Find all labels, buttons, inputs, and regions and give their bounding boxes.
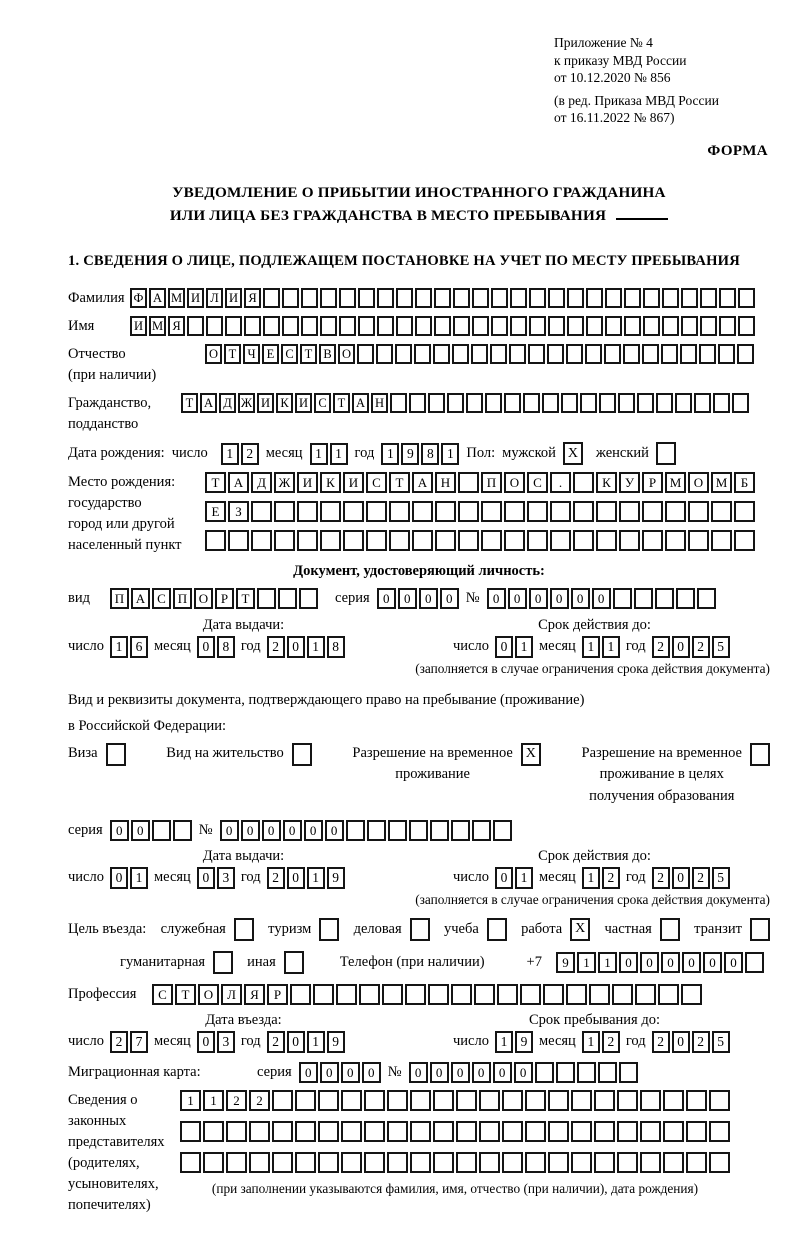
day-label: число [68, 1033, 104, 1050]
citizenship-row [68, 393, 770, 435]
edition-line: от 16.11.2022 № 867) [554, 110, 675, 126]
valid-year-cells[interactable]: 2 0 2 5 [652, 636, 730, 658]
birth-place-cells-line3[interactable] [205, 530, 755, 551]
identity-doc-dates-row [68, 636, 770, 658]
issue-date-heading: Дата выдачи: [202, 616, 285, 633]
identity-doc-date-headings [68, 617, 770, 634]
valid-until-heading: Срок действия до: [538, 847, 651, 864]
issue-year-cells[interactable]: 2 0 1 8 [267, 636, 345, 658]
form-title [68, 182, 770, 228]
guardians-row [68, 1090, 770, 1216]
residence-number-cells[interactable]: 0 0 0 0 0 0 [220, 820, 512, 841]
valid-until-heading: Срок действия до: [538, 616, 651, 633]
annex-line: к приказу МВД России [554, 52, 687, 68]
patronymic-cells[interactable]: О Т Ч Е С Т В О [205, 344, 754, 364]
sex-male-label: мужской [502, 445, 556, 462]
citizenship-cells[interactable]: Т А Д Ж И К И С Т А Н [181, 393, 749, 413]
arrival-year-cells[interactable]: 2 0 1 9 [267, 1031, 345, 1053]
patronymic-label: Отчество (при наличии) [68, 346, 157, 384]
guardians-cells-line3[interactable] [180, 1152, 730, 1173]
identity-doc-heading: Документ, удостоверяющий личность: [293, 563, 545, 580]
tourism-checkbox[interactable] [319, 918, 339, 941]
migration-card-row [68, 1062, 770, 1083]
residence-doc-dates-row [68, 867, 770, 889]
residence-issue-year-cells[interactable]: 2 0 1 9 [267, 867, 345, 889]
residence-valid-day-cells[interactable]: 0 1 [495, 867, 533, 889]
profession-cells[interactable]: С Т О Л Я Р [152, 984, 702, 1005]
birth-date-label: Дата рождения: [68, 445, 165, 462]
day-label: число [453, 1033, 489, 1050]
guardians-cells-line2[interactable] [180, 1121, 730, 1142]
annex-reference [554, 34, 770, 127]
year-label: год [240, 1033, 261, 1050]
number-label: № [465, 590, 480, 607]
purpose-transit: транзит [694, 918, 770, 941]
issue-date-heading: Дата выдачи: [202, 847, 285, 864]
migration-card-series-cells[interactable]: 0 0 0 0 [299, 1062, 381, 1083]
citizenship-label: Гражданство, подданство [68, 395, 152, 433]
entry-purpose-label: Цель въезда: [68, 920, 147, 937]
residence-valid-year-cells[interactable]: 2 0 2 5 [652, 867, 730, 889]
sex-label: Пол: [466, 445, 496, 462]
private-checkbox[interactable] [660, 918, 680, 941]
guardians-note: (при заполнении указываются фамилия, имя, отчество (при наличии), дата рождения) [211, 1180, 699, 1196]
humanitarian-checkbox[interactable] [213, 951, 233, 974]
entry-dates-row [68, 1031, 770, 1053]
residence-series-cells[interactable]: 0 0 [110, 820, 192, 841]
residence-doc-intro: Вид и реквизиты документа, подтверждающего право на пребывание (проживание) в Российской Федерации: [68, 691, 585, 734]
issue-day-cells[interactable]: 1 6 [110, 636, 148, 658]
given-name-row [68, 316, 770, 337]
sex-female-checkbox[interactable] [656, 442, 676, 465]
profession-label: Профессия [68, 985, 137, 1002]
residence-issue-month-cells[interactable]: 0 3 [197, 867, 235, 889]
guardians-label: Сведения о законных представителях (родителях, усыновителях, попечителях) [68, 1091, 165, 1214]
business-checkbox[interactable] [410, 918, 430, 941]
number-label: № [387, 1063, 402, 1080]
purpose-business: деловая [354, 918, 430, 941]
doc-kind-cells[interactable]: П А С П О Р Т [110, 588, 318, 609]
entry-date-headings [68, 1012, 770, 1029]
temp-residence-education-checkbox[interactable] [750, 743, 770, 766]
arrival-day-cells[interactable]: 2 7 [110, 1031, 148, 1053]
form-title-line2: ИЛИ ЛИЦА БЕЗ ГРАЖДАНСТВА В МЕСТО ПРЕБЫВАНИЯ [169, 206, 607, 224]
sex-female-label: женский [595, 445, 649, 462]
year-label: год [625, 1033, 646, 1050]
month-label: месяц [538, 1033, 576, 1050]
section1-heading: 1. СВЕДЕНИЯ О ЛИЦЕ, ПОДЛЕЖАЩЕМ ПОСТАНОВКЕ НА УЧЕТ ПО МЕСТУ ПРЕБЫВАНИЯ [68, 253, 740, 270]
work-checkbox[interactable]: X [570, 918, 590, 941]
year-label: год [240, 638, 261, 654]
phone-prefix: +7 [526, 953, 542, 970]
year-label: год [625, 638, 646, 654]
month-label: месяц [265, 445, 303, 462]
purpose-other: иная [247, 951, 304, 974]
transit-checkbox[interactable] [750, 918, 770, 941]
visa-checkbox[interactable] [106, 743, 126, 766]
birth-date-row [68, 442, 770, 465]
series-label: серия [257, 1063, 292, 1080]
month-label: месяц [153, 869, 191, 886]
option-temp-residence-education: Разрешение на временное проживание в целях получения образования [582, 743, 770, 808]
birth-month-cells[interactable]: 1 1 [310, 443, 348, 465]
stay-month-cells[interactable]: 1 2 [582, 1031, 620, 1053]
birth-day-cells[interactable]: 1 2 [221, 443, 259, 465]
entry-purpose-row2 [120, 951, 770, 974]
stay-year-cells[interactable]: 2 0 2 5 [652, 1031, 730, 1053]
residence-valid-month-cells[interactable]: 1 2 [582, 867, 620, 889]
guardians-cells-line1[interactable]: 1 1 2 2 [180, 1090, 730, 1111]
temp-residence-checkbox[interactable]: X [521, 743, 541, 766]
day-label: число [68, 869, 104, 886]
profession-row [68, 984, 770, 1005]
validity-note: (заполняется в случае ограничения срока действия документа) [415, 660, 770, 676]
residence-doc-date-headings [68, 848, 770, 865]
birth-place-row [68, 472, 770, 556]
validity-note: (заполняется в случае ограничения срока действия документа) [415, 891, 770, 907]
residence-permit-checkbox[interactable] [292, 743, 312, 766]
purpose-humanitarian: гуманитарная [120, 951, 233, 974]
day-label: число [68, 638, 104, 654]
given-name-label: Имя [68, 318, 95, 335]
option-residence-permit: Вид на жительство [166, 743, 311, 766]
day-label: число [171, 445, 208, 462]
purpose-business-official: служебная [161, 918, 254, 941]
valid-month-cells[interactable]: 1 1 [582, 636, 620, 658]
year-label: год [354, 445, 375, 462]
purpose-private: частная [604, 918, 679, 941]
stay-until-heading: Срок пребывания до: [529, 1011, 660, 1028]
title-blank-underline [616, 218, 668, 220]
day-label: число [453, 869, 489, 886]
sex-male-checkbox[interactable]: X [563, 442, 583, 465]
purpose-work: работа X [521, 918, 590, 941]
official-checkbox[interactable] [234, 918, 254, 941]
arrival-date-heading: Дата въезда: [205, 1011, 282, 1028]
surname-row [68, 288, 770, 309]
form-label: ФОРМА [707, 142, 768, 159]
birth-place-cells-line1[interactable]: Т А Д Ж И К И С Т А Н П О С . К У Р М О М Б [205, 472, 755, 493]
option-visa: Виза [68, 743, 126, 766]
stay-day-cells[interactable]: 1 9 [495, 1031, 533, 1053]
patronymic-row [68, 344, 770, 386]
residence-doc-series-row [68, 820, 770, 841]
residence-doc-options [68, 743, 770, 808]
month-label: месяц [153, 1033, 191, 1050]
residence-issue-day-cells[interactable]: 0 1 [110, 867, 148, 889]
annex-line: Приложение № 4 [554, 35, 653, 50]
birth-place-cells-line2[interactable]: Е З [205, 501, 755, 522]
edition-line: (в ред. Приказа МВД России [554, 92, 719, 108]
form-title-line1: УВЕДОМЛЕНИЕ О ПРИБЫТИИ ИНОСТРАННОГО ГРАЖДАНИНА [172, 183, 666, 201]
purpose-tourism: туризм [268, 918, 339, 941]
phone-cells[interactable]: 9 1 1 0 0 0 0 0 0 [556, 952, 764, 973]
annex-line: от 10.12.2020 № 856 [554, 70, 671, 86]
month-label: месяц [538, 638, 576, 654]
entry-purpose-row [68, 918, 770, 941]
year-label: год [240, 869, 261, 886]
birth-place-label: Место рождения: государство город или другой населенный пункт [68, 474, 182, 554]
birth-year-cells[interactable]: 1 9 8 1 [381, 443, 459, 465]
month-label: месяц [538, 869, 576, 886]
series-label: серия [335, 590, 370, 607]
phone-label: Телефон (при наличии) [339, 953, 485, 970]
given-name-cells[interactable]: И М Я [130, 316, 755, 336]
arrival-month-cells[interactable]: 0 3 [197, 1031, 235, 1053]
day-label: число [453, 638, 489, 654]
surname-label: Фамилия [68, 290, 125, 307]
year-label: год [625, 869, 646, 886]
month-label: месяц [153, 638, 191, 654]
number-label: № [198, 821, 213, 838]
doc-number-cells[interactable]: 0 0 0 0 0 0 [487, 588, 716, 609]
surname-cells[interactable]: Ф А М И Л И Я [130, 288, 755, 308]
option-temp-residence: Разрешение на временное проживание X [352, 743, 540, 787]
series-label: серия [68, 821, 103, 838]
migration-card-number-cells[interactable]: 0 0 0 0 0 0 [409, 1062, 638, 1083]
doc-kind-label: вид [68, 590, 90, 607]
issue-month-cells[interactable]: 0 8 [197, 636, 235, 658]
doc-series-cells[interactable]: 0 0 0 0 [377, 588, 459, 609]
migration-card-label: Миграционная карта: [68, 1063, 201, 1080]
valid-day-cells[interactable]: 0 1 [495, 636, 533, 658]
identity-doc-kind-row [68, 588, 770, 609]
other-checkbox[interactable] [284, 951, 304, 974]
study-checkbox[interactable] [487, 918, 507, 941]
purpose-study: учеба [444, 918, 507, 941]
